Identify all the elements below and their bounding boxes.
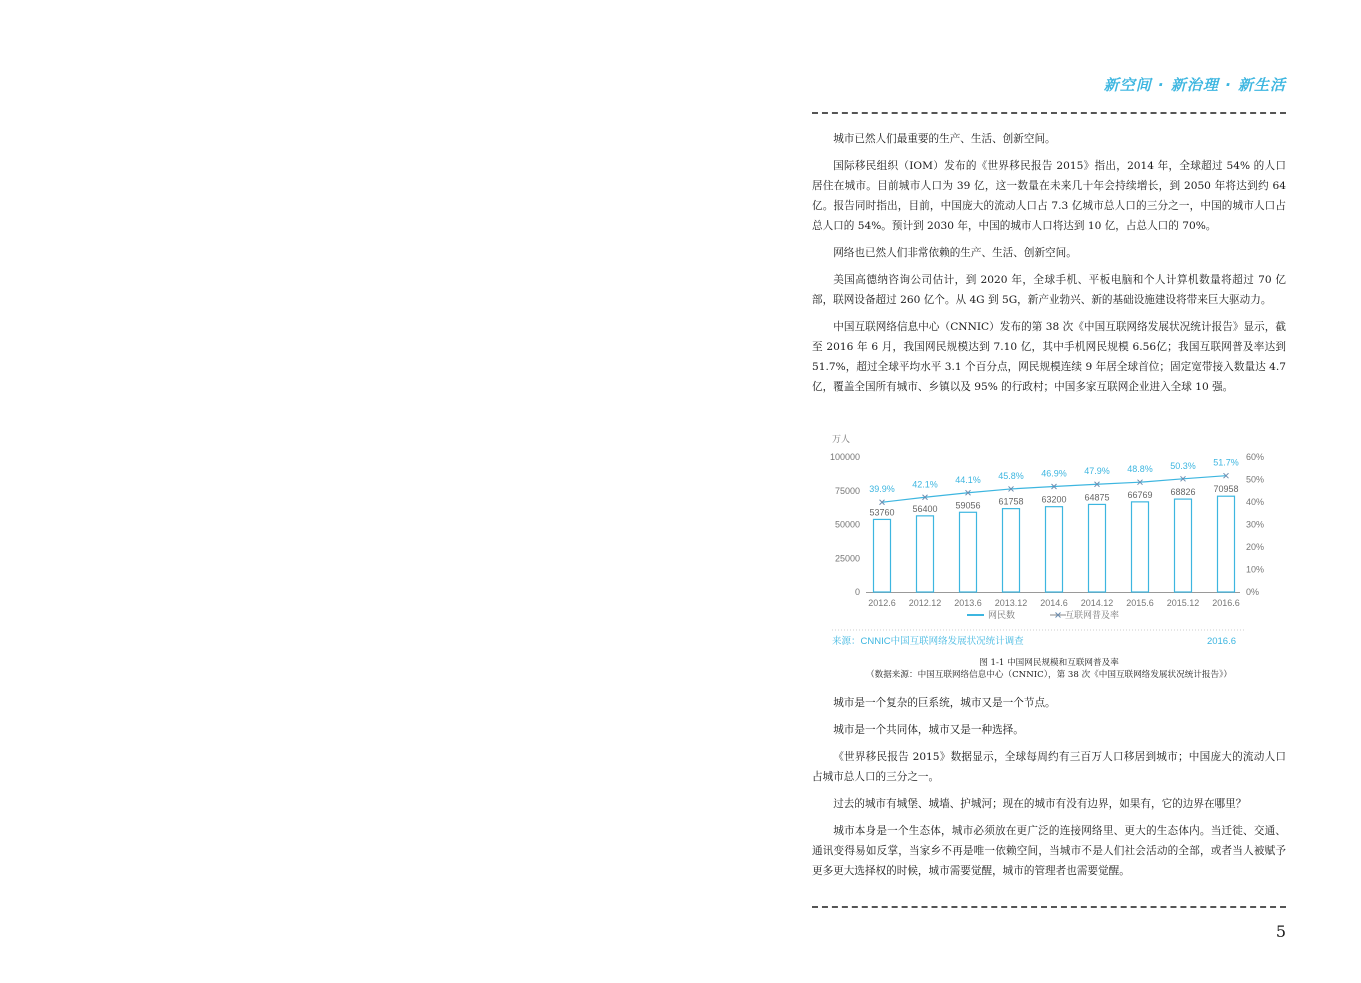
bar-netizens <box>1003 509 1020 592</box>
bar-value-label: 63200 <box>1041 494 1067 505</box>
y-axis-unit: 万人 <box>832 434 851 444</box>
paragraph: 中国互联网络信息中心（CNNIC）发布的第 38 次《中国互联网络发展状况统计报告》显示，截至 2016 年 6 月，我国网民规模达到 7.10 亿，其中手机网民规模 6.56亿；我国互联网普及率达到 51.7%，超过全球平均水平 3.1 个百分点，网民规模连续 9 年居全球首位；固定宽带接入数量达 4.7亿，覆盖全国所有城市、乡镇以及 95% 的行政村；中国多家互联网企业进入全球 10 强。 <box>812 321 1286 393</box>
y-right-tick-label: 0% <box>1246 587 1260 597</box>
chart-source-note: 来源：CNNIC中国互联网络发展状况统计调查 <box>832 636 1024 647</box>
bar-netizens <box>1089 504 1106 592</box>
x-tick-label: 2014.12 <box>1080 598 1114 608</box>
bar-netizens <box>874 519 891 592</box>
body-text-top <box>812 129 1286 404</box>
bar-netizens <box>1218 496 1235 592</box>
chart-date-note: 2016.6 <box>1206 636 1236 647</box>
bar-netizens <box>960 512 977 592</box>
paragraph: 《世界移民报告 2015》数据显示，全球每周约有三百万人口移居到城市；中国庞大的流动人口占城市总人口的三分之一。 <box>812 751 1286 783</box>
y-right-tick-label: 40% <box>1246 497 1265 507</box>
netizen-chart <box>812 428 1286 654</box>
bar-netizens <box>1132 502 1149 592</box>
paragraph: 美国高德纳咨询公司估计，到 2020 年，全球手机、平板电脑和个人计算机数量将超过 70 亿部，联网设备超过 260 亿个。从 4G 到 5G，新产业勃兴、新的基础设施建设将带来巨大驱动力。 <box>812 274 1286 306</box>
legend-label-bars: 网民数 <box>988 610 1016 620</box>
paragraph: 网络也已然人们非常依赖的生产、生活、创新空间。 <box>833 247 1077 259</box>
y-right-tick-label: 60% <box>1246 452 1265 462</box>
y-right-tick-label: 50% <box>1246 474 1265 485</box>
y-left-tick-label: 25000 <box>834 553 860 564</box>
page-number: 5 <box>1275 922 1286 941</box>
line-value-label: 42.1% <box>912 479 938 490</box>
x-tick-label: 2012.12 <box>908 598 942 608</box>
bar-value-label: 66769 <box>1127 489 1153 500</box>
y-left-tick-label: 75000 <box>834 485 860 496</box>
x-tick-label: 2012.6 <box>868 598 896 608</box>
paragraph: 城市本身是一个生态体，城市必须放在更广泛的连接网络里、更大的生态体内。当迁徙、交通、通讯变得易如反掌，当家乡不再是唯一依赖空间，当城市不是人们社会活动的全部，或者当人被赋予更多更大选择权的时候，城市需要觉醒，城市的管理者也需要觉醒。 <box>812 825 1286 877</box>
paragraph: 城市是一个复杂的巨系统，城市又是一个节点。 <box>833 697 1056 709</box>
bar-netizens <box>1175 499 1192 592</box>
paragraph: 过去的城市有城堡、城墙、护城河；现在的城市有没有边界，如果有，它的边界在哪里？ <box>833 798 1247 810</box>
line-value-label: 51.7% <box>1213 457 1239 468</box>
paragraph: 国际移民组织（IOM）发布的《世界移民报告 2015》指出，2014 年，全球超过 54% 的人口居住在城市。目前城市人口为 39 亿，这一数量在未来几十年会持续增长，到 2050 年将达到约 64 亿。报告同时指出，目前，中国庞大的流动人口占 7.3 亿城市总人口的三分之一，中国的城市人口占总人口的 54%。预计到 2030 年，中国的城市人口将达到 10 亿，占总人口的 70%。 <box>812 160 1286 232</box>
x-tick-label: 2013.12 <box>994 598 1028 608</box>
x-tick-label: 2015.6 <box>1126 598 1154 608</box>
y-left-tick-label: 100000 <box>829 452 860 462</box>
figure-caption-title: 图 1-1 中国网民规模和互联网普及率 <box>979 658 1119 668</box>
x-tick-label: 2014.6 <box>1040 598 1068 608</box>
footer-divider <box>812 906 1286 908</box>
line-value-label: 44.1% <box>955 474 981 485</box>
x-tick-label: 2015.12 <box>1166 598 1200 608</box>
line-value-label: 50.3% <box>1170 460 1196 471</box>
y-left-tick-label: 0 <box>854 587 860 597</box>
bar-value-label: 70958 <box>1213 484 1239 495</box>
y-right-tick-label: 10% <box>1246 564 1265 575</box>
line-value-label: 48.8% <box>1127 464 1153 475</box>
bar-value-label: 59056 <box>955 500 981 511</box>
line-value-label: 46.9% <box>1041 468 1067 479</box>
y-left-tick-label: 50000 <box>834 519 860 530</box>
bar-netizens <box>1046 507 1063 592</box>
bar-value-label: 68826 <box>1170 487 1196 498</box>
legend-label-line: 互联网普及率 <box>1065 610 1120 620</box>
running-header-title: 新空间 · 新治理 · 新生活 <box>1103 76 1286 94</box>
bar-value-label: 53760 <box>869 507 895 518</box>
line-value-label: 45.8% <box>998 470 1024 481</box>
line-value-label: 47.9% <box>1084 466 1110 477</box>
x-tick-label: 2013.6 <box>954 598 982 608</box>
header-divider <box>812 112 1286 114</box>
bar-value-label: 56400 <box>912 503 938 514</box>
paragraph: 城市是一个共同体，城市又是一种选择。 <box>833 724 1024 736</box>
figure-caption-source: （数据来源：中国互联网络信息中心（CNNIC），第 38 次《中国互联网络发展状况统计报告》） <box>866 670 1232 680</box>
chart-canvas <box>812 428 1286 654</box>
bar-netizens <box>917 516 934 592</box>
bar-value-label: 61758 <box>998 496 1024 507</box>
y-right-tick-label: 20% <box>1246 542 1265 552</box>
x-tick-label: 2016.6 <box>1212 598 1240 608</box>
paragraph: 城市已然人们最重要的生产、生活、创新空间。 <box>833 133 1056 145</box>
body-text-bottom <box>812 693 1286 888</box>
line-value-label: 39.9% <box>869 484 895 495</box>
bar-value-label: 64875 <box>1084 492 1110 503</box>
y-right-tick-label: 30% <box>1246 519 1265 530</box>
